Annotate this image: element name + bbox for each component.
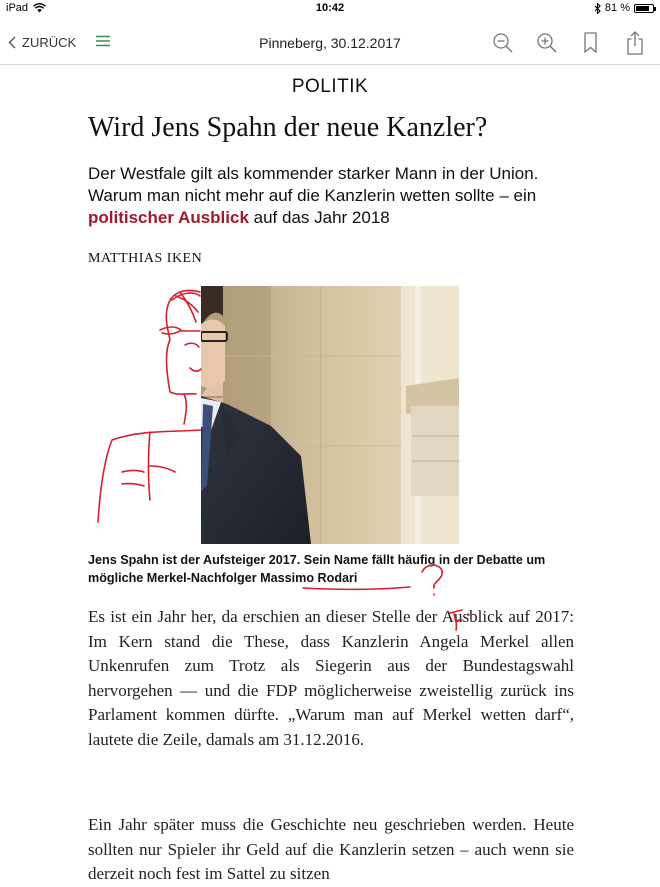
ink-pocket (122, 471, 144, 487)
menu-icon (96, 35, 110, 47)
ink-hair (172, 292, 200, 322)
zoom-out-icon (492, 30, 514, 56)
zoom-in-button[interactable] (536, 30, 558, 56)
chevron-left-icon (8, 36, 16, 49)
lead-text: Der Westfale gilt als kommender starker Mann in der Union. Warum man nicht mehr auf die Kanzlerin wetten sollte – ein (88, 164, 539, 205)
battery-level (636, 6, 649, 11)
lead-highlight: politischer Ausblick (88, 208, 249, 227)
clock: 10:42 (315, 2, 345, 14)
back-label: ZURÜCK (22, 35, 77, 50)
device-name: iPad (6, 2, 29, 14)
navigation-bar (0, 22, 660, 65)
lead-text-end: auf das Jahr 2018 (248, 208, 390, 227)
ink-eye (185, 343, 199, 347)
ink-underline (303, 587, 410, 589)
ink-head-outline (166, 291, 200, 395)
share-button[interactable] (624, 30, 646, 56)
bookmark-button[interactable] (580, 30, 602, 56)
article-photo (201, 286, 459, 544)
status-bar (0, 0, 660, 18)
battery-icon (634, 4, 654, 13)
menu-button[interactable] (96, 35, 110, 50)
author-byline: MATTHIAS IKEN (88, 251, 203, 266)
ink-collar (149, 432, 176, 500)
nav-title: Pinneberg, 30.12.2017 (259, 35, 401, 51)
ink-glasses (160, 327, 200, 334)
section-label: POLITIK (291, 76, 369, 97)
zoom-in-icon (536, 30, 558, 56)
ink-body-outline (98, 430, 201, 522)
ink-mouth (190, 368, 201, 371)
share-icon (624, 30, 646, 56)
battery-percent: 81 % (604, 2, 630, 14)
bluetooth-icon (594, 3, 601, 14)
back-button[interactable] (8, 35, 76, 50)
article-paragraph: Ein Jahr später muss die Geschichte neu geschrieben werden. Heute sollten nur Spieler ihr Geld auf die Kanzlerin setzen – auch wenn sie derzeit noch fest im Sattel zu sitzen (88, 815, 574, 883)
article-lead (88, 163, 588, 229)
photo-illustration (201, 286, 459, 544)
article-headline: Wird Jens Spahn der neue Kanzler? (88, 112, 488, 143)
toolbar (492, 30, 646, 56)
ink-neck (184, 394, 186, 424)
status-right (594, 2, 654, 14)
bookmark-icon (580, 30, 602, 56)
photo-caption: Jens Spahn ist der Aufsteiger 2017. Sein Name fällt häufig in der Debatte um mögliche Merkel-Nachfolger Massimo Rodari (88, 553, 546, 585)
zoom-out-button[interactable] (492, 30, 514, 56)
article-paragraph: Es ist ein Jahr her, da erschien an dieser Stelle der Ausblick auf 2017: Im Kern stand die These, dass Kanzlerin Angela Merkel allen Unkenrufen zum Trotz als Siegerin aus der Bundestagswahl hervorgehen — und die FDP möglicherweise zweistellig zurück ins Parlament kommen dürfte. „Warum man auf Merkel wetten darf“, lautete die Zeile, damals am 31.12.2016. (88, 607, 574, 749)
